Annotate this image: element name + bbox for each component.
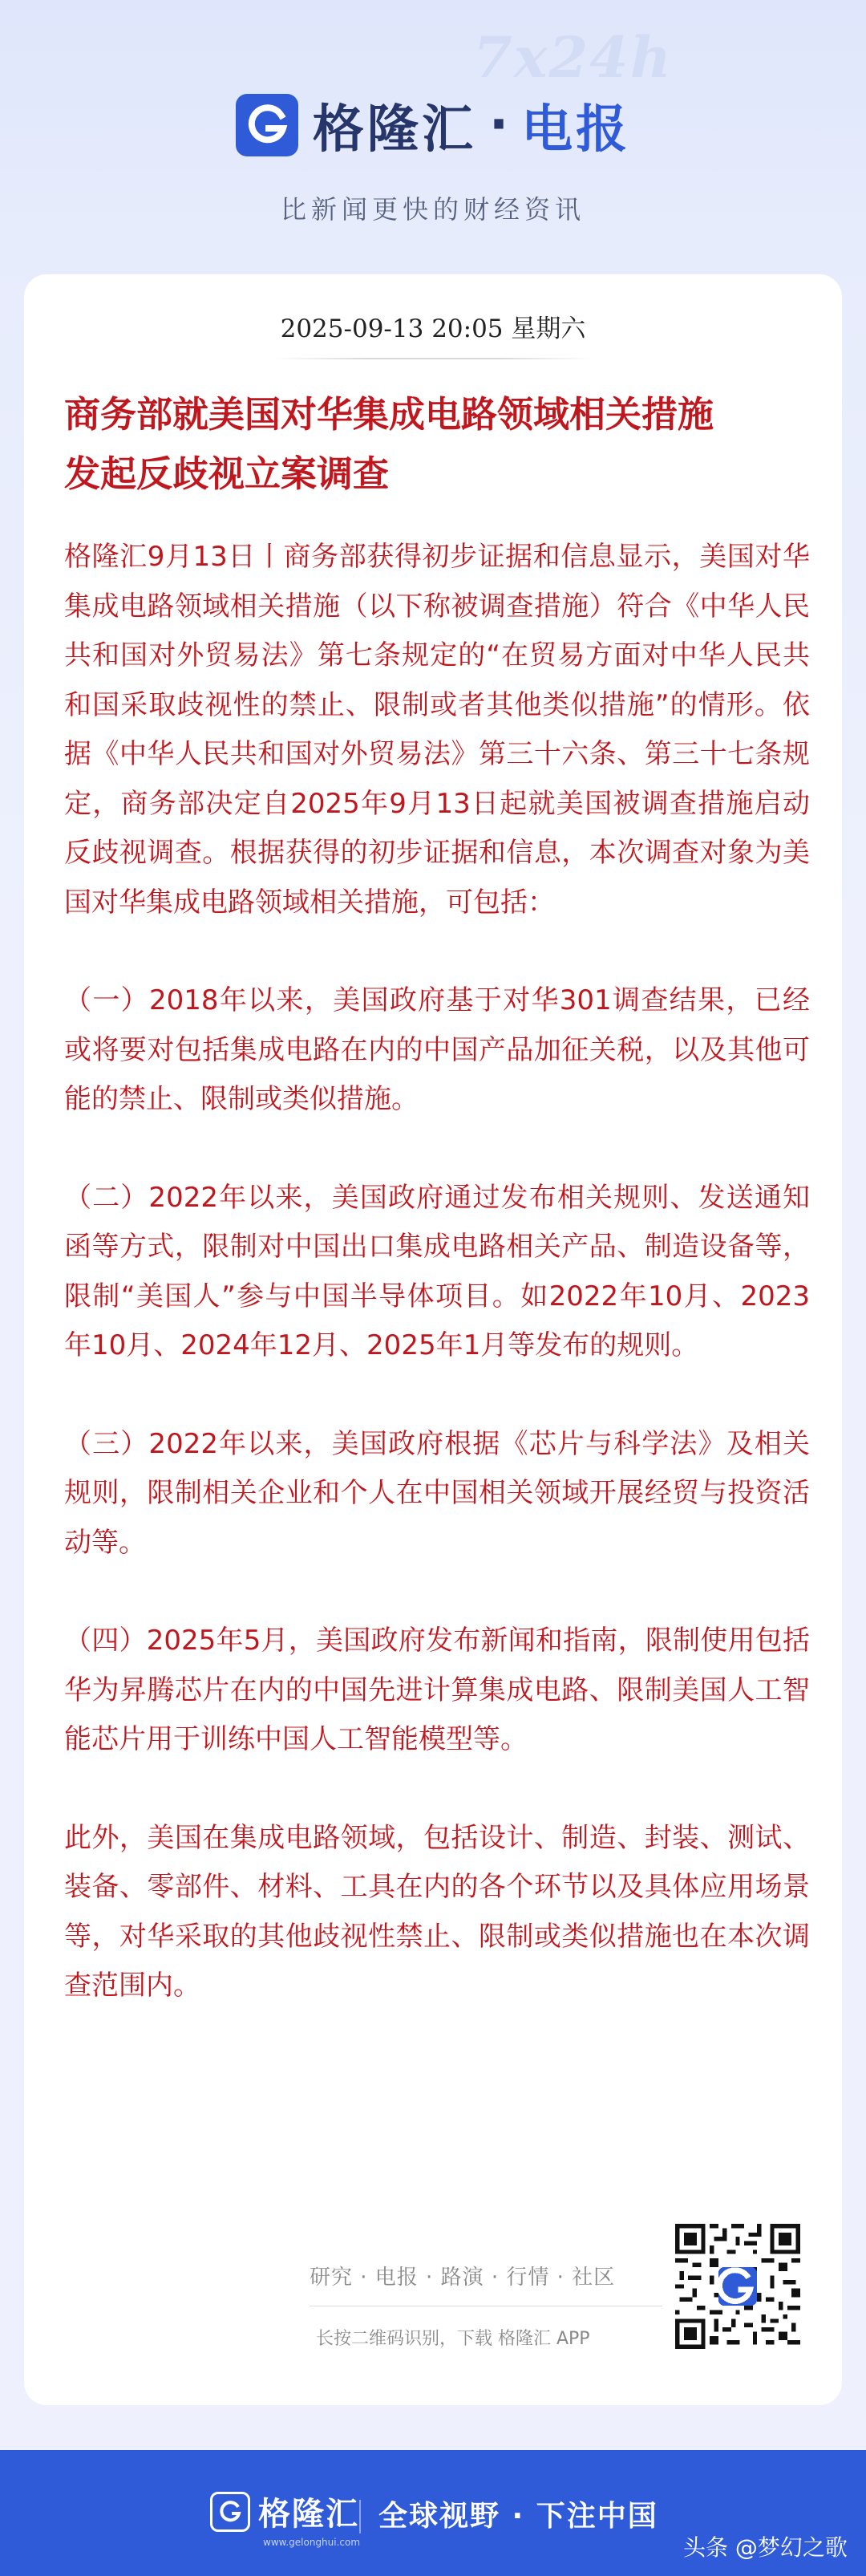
article-title	[64, 385, 810, 504]
brand-separator: ·	[488, 95, 509, 155]
watermark-7x24h: 7x24h	[473, 24, 673, 91]
article-body	[64, 533, 810, 2060]
bottom-divider	[359, 2500, 361, 2533]
title-line-2: 发起反歧视立案调查	[64, 452, 390, 495]
bottom-brand	[210, 2489, 359, 2534]
bottom-brand-url: www.gelonghui.com	[263, 2537, 361, 2548]
paragraph-item-2: （二）2022年以来，美国政府通过发布相关规则、发送通知函等方式，限制对中国出口集成电路相关产品、制造设备等，限制“美国人”参与中国半导体项目。如2022年10月、2023年10月、2024年12月、2025年1月等发布的规则。	[64, 1181, 810, 1361]
gelonghui-logo-icon	[236, 94, 298, 156]
bottom-brand-name: 格隆汇	[258, 2496, 359, 2533]
brand-header	[0, 85, 866, 165]
paragraph-intro: 格隆汇9月13日丨商务部获得初步证据和信息显示，美国对华集成电路领域相关措施（以下称被调查措施）符合《中华人民共和国对外贸易法》第七条规定的“在贸易方面对中华人民共和国采取歧视性的禁止、限制或者其他类似措施”的情形。依据《中华人民共和国对外贸易法》第三十六条、第三十七条规定，商务部决定自2025年9月13日起就美国被调查措施启动反歧视调查。根据获得的初步证据和信息，本次调查对象为美国对华集成电路领域相关措施，可包括：	[64, 541, 810, 919]
product-name: 电报	[521, 100, 631, 160]
footer-nav-links: 研究 · 电报 · 路演 · 行情 · 社区	[310, 2266, 616, 2290]
bottom-banner	[0, 2450, 866, 2576]
article-card	[24, 274, 842, 2405]
header-slogan: 比新闻更快的财经资讯	[280, 194, 585, 225]
qr-code[interactable]	[675, 2224, 800, 2349]
article-datetime: 2025-09-13 20:05 星期六	[280, 314, 586, 343]
title-line-1: 商务部就美国对华集成电路领域相关措施	[64, 393, 714, 436]
paragraph-closing: 此外，美国在集成电路领域，包括设计、制造、封装、测试、装备、零部件、材料、工具在内的各个环节以及具体应用场景等，对华采取的其他歧视性禁止、限制或类似措施也在本次调查范围内。	[64, 1821, 810, 2002]
brand-name: 格隆汇	[312, 100, 476, 160]
bottom-slogan: 全球视野 · 下注中国	[378, 2500, 658, 2533]
datetime-divider	[273, 358, 593, 359]
qr-hint-text: 长按二维码识别，下载 格隆汇 APP	[316, 2329, 590, 2349]
paragraph-item-1: （一）2018年以来，美国政府基于对华301调查结果，已经或将要对包括集成电路在内的中国产品加征关税，以及其他可能的禁止、限制或类似措施。	[64, 984, 810, 1115]
paragraph-item-3: （三）2022年以来，美国政府根据《芯片与科学法》及相关规则，限制相关企业和个人在中国相关领域开展经贸与投资活动等。	[64, 1427, 810, 1559]
paragraph-item-4: （四）2025年5月，美国政府发布新闻和指南，限制使用包括华为昇腾芯片在内的中国先进计算集成电路、限制美国人工智能芯片用于训练中国人工智能模型等。	[64, 1625, 810, 1755]
gelonghui-logo-icon	[210, 2492, 250, 2532]
source-watermark: 头条 @梦幻之歌	[683, 2534, 848, 2561]
